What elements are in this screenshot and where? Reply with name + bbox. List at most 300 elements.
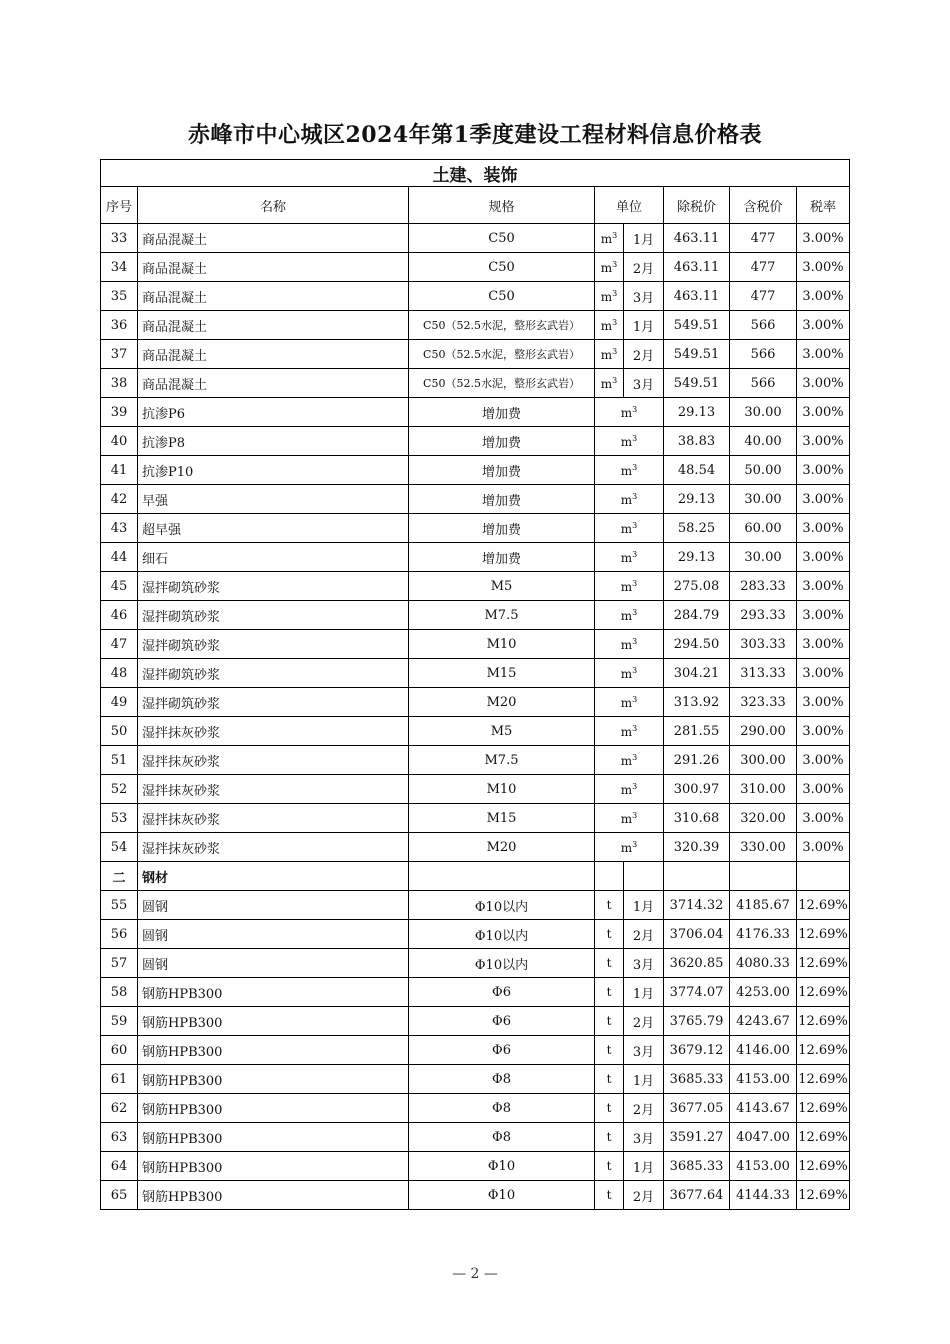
price-excl-tax: 3677.64 bbox=[664, 1181, 730, 1210]
table-row bbox=[101, 311, 850, 340]
material-name: 湿拌抹灰砂浆 bbox=[138, 717, 409, 746]
unit-cell bbox=[595, 572, 664, 601]
price-incl-tax: 4176.33 bbox=[730, 920, 797, 949]
month-cell: 2月 bbox=[624, 1094, 664, 1123]
price-incl-tax: 4144.33 bbox=[730, 1181, 797, 1210]
table-row bbox=[101, 340, 850, 369]
tax-rate: 12.69% bbox=[797, 920, 850, 949]
material-spec: M10 bbox=[409, 775, 595, 804]
price-excl-tax: 3685.33 bbox=[664, 1152, 730, 1181]
material-spec: Φ8 bbox=[409, 1094, 595, 1123]
header-name: 名称 bbox=[138, 187, 409, 224]
price-excl-tax: 300.97 bbox=[664, 775, 730, 804]
group-row bbox=[101, 862, 850, 891]
unit-exponent: 3 bbox=[632, 781, 638, 791]
tax-rate: 3.00% bbox=[797, 572, 850, 601]
price-incl-tax: 566 bbox=[730, 340, 797, 369]
table-row bbox=[101, 978, 850, 1007]
tax-rate: 3.00% bbox=[797, 717, 850, 746]
material-spec: C50（52.5水泥，整形玄武岩） bbox=[409, 369, 595, 398]
month-cell: 1月 bbox=[624, 224, 664, 253]
tax-rate: 3.00% bbox=[797, 775, 850, 804]
tax-rate: 12.69% bbox=[797, 1152, 850, 1181]
table-row bbox=[101, 398, 850, 427]
material-spec: M5 bbox=[409, 572, 595, 601]
row-number: 46 bbox=[101, 601, 138, 630]
tax-rate: 3.00% bbox=[797, 311, 850, 340]
table-row bbox=[101, 1152, 850, 1181]
price-incl-tax: 320.00 bbox=[730, 804, 797, 833]
unit-exponent: 3 bbox=[632, 839, 638, 849]
material-spec: 增加费 bbox=[409, 456, 595, 485]
material-spec: C50（52.5水泥，整形玄武岩） bbox=[409, 311, 595, 340]
unit-symbol: m bbox=[600, 260, 613, 275]
table-row bbox=[101, 427, 850, 456]
table-row bbox=[101, 514, 850, 543]
table-row bbox=[101, 572, 850, 601]
material-name: 圆钢 bbox=[138, 891, 409, 920]
price-incl-tax: 330.00 bbox=[730, 833, 797, 862]
tax-rate: 3.00% bbox=[797, 746, 850, 775]
material-name: 湿拌砌筑砂浆 bbox=[138, 601, 409, 630]
price-excl-tax: 281.55 bbox=[664, 717, 730, 746]
tax-rate: 12.69% bbox=[797, 1181, 850, 1210]
tax-rate: 3.00% bbox=[797, 485, 850, 514]
unit-symbol: t bbox=[606, 1072, 612, 1086]
tax-rate: 12.69% bbox=[797, 1007, 850, 1036]
tax-rate: 3.00% bbox=[797, 659, 850, 688]
row-number: 43 bbox=[101, 514, 138, 543]
row-number: 55 bbox=[101, 891, 138, 920]
material-spec: C50 bbox=[409, 224, 595, 253]
unit-cell bbox=[595, 1123, 624, 1152]
unit-symbol: m bbox=[620, 434, 633, 449]
price-incl-tax: 30.00 bbox=[730, 398, 797, 427]
material-spec: C50（52.5水泥，整形玄武岩） bbox=[409, 340, 595, 369]
price-excl-tax: 29.13 bbox=[664, 485, 730, 514]
material-spec: M10 bbox=[409, 630, 595, 659]
price-incl-tax: 477 bbox=[730, 224, 797, 253]
tax-rate: 3.00% bbox=[797, 601, 850, 630]
unit-exponent: 3 bbox=[612, 230, 618, 240]
unit-symbol: m bbox=[620, 724, 633, 739]
unit-symbol: m bbox=[620, 840, 633, 855]
tax-rate: 3.00% bbox=[797, 369, 850, 398]
material-spec: 增加费 bbox=[409, 543, 595, 572]
unit-cell bbox=[595, 891, 624, 920]
table-row bbox=[101, 1065, 850, 1094]
material-spec: Φ6 bbox=[409, 978, 595, 1007]
month-cell: 2月 bbox=[624, 253, 664, 282]
material-name: 钢筋HPB300 bbox=[138, 1094, 409, 1123]
material-spec: Φ10以内 bbox=[409, 949, 595, 978]
table-row bbox=[101, 920, 850, 949]
header-tax: 税率 bbox=[797, 187, 850, 224]
material-spec: 增加费 bbox=[409, 485, 595, 514]
material-name: 商品混凝土 bbox=[138, 253, 409, 282]
unit-cell bbox=[595, 340, 624, 369]
table-row bbox=[101, 833, 850, 862]
unit-symbol: t bbox=[606, 927, 612, 941]
material-spec: M5 bbox=[409, 717, 595, 746]
unit-exponent: 3 bbox=[632, 723, 638, 733]
unit-exponent: 3 bbox=[612, 259, 618, 269]
price-excl-tax: 38.83 bbox=[664, 427, 730, 456]
row-number: 57 bbox=[101, 949, 138, 978]
material-name: 圆钢 bbox=[138, 949, 409, 978]
unit-cell bbox=[595, 717, 664, 746]
price-excl-tax: 3620.85 bbox=[664, 949, 730, 978]
row-number: 48 bbox=[101, 659, 138, 688]
price-excl-tax: 48.54 bbox=[664, 456, 730, 485]
unit-exponent: 3 bbox=[612, 288, 618, 298]
material-name: 湿拌抹灰砂浆 bbox=[138, 746, 409, 775]
price-incl-tax: 4243.67 bbox=[730, 1007, 797, 1036]
price-excl-tax: 549.51 bbox=[664, 369, 730, 398]
material-name: 湿拌抹灰砂浆 bbox=[138, 833, 409, 862]
table-row bbox=[101, 485, 850, 514]
price-incl-tax: 4080.33 bbox=[730, 949, 797, 978]
price-excl-tax: 3591.27 bbox=[664, 1123, 730, 1152]
material-name: 商品混凝土 bbox=[138, 282, 409, 311]
unit-cell bbox=[595, 398, 664, 427]
price-excl-tax: 3774.07 bbox=[664, 978, 730, 1007]
material-name: 钢筋HPB300 bbox=[138, 978, 409, 1007]
unit-exponent: 3 bbox=[632, 607, 638, 617]
material-name: 钢筋HPB300 bbox=[138, 1036, 409, 1065]
unit-exponent: 3 bbox=[632, 810, 638, 820]
row-number: 36 bbox=[101, 311, 138, 340]
header-price-ex: 除税价 bbox=[664, 187, 730, 224]
price-excl-tax: 3765.79 bbox=[664, 1007, 730, 1036]
tax-rate: 3.00% bbox=[797, 398, 850, 427]
tax-rate: 12.69% bbox=[797, 1123, 850, 1152]
material-name: 商品混凝土 bbox=[138, 224, 409, 253]
row-number: 53 bbox=[101, 804, 138, 833]
price-incl-tax: 477 bbox=[730, 282, 797, 311]
row-number: 52 bbox=[101, 775, 138, 804]
material-name: 湿拌砌筑砂浆 bbox=[138, 572, 409, 601]
unit-symbol: m bbox=[620, 782, 633, 797]
unit-cell bbox=[595, 514, 664, 543]
table-row bbox=[101, 1181, 850, 1210]
unit-symbol: m bbox=[600, 347, 613, 362]
unit-symbol: m bbox=[620, 811, 633, 826]
unit-cell bbox=[595, 688, 664, 717]
unit-symbol: m bbox=[620, 405, 633, 420]
material-spec: 增加费 bbox=[409, 427, 595, 456]
row-number: 58 bbox=[101, 978, 138, 1007]
price-incl-tax: 477 bbox=[730, 253, 797, 282]
price-excl-tax: 3685.33 bbox=[664, 1065, 730, 1094]
month-cell: 2月 bbox=[624, 340, 664, 369]
month-cell: 3月 bbox=[624, 1036, 664, 1065]
tax-rate: 3.00% bbox=[797, 224, 850, 253]
price-excl-tax: 3706.04 bbox=[664, 920, 730, 949]
unit-symbol: m bbox=[600, 318, 613, 333]
material-spec: Φ10以内 bbox=[409, 891, 595, 920]
price-incl-tax: 30.00 bbox=[730, 485, 797, 514]
material-spec: Φ8 bbox=[409, 1123, 595, 1152]
unit-symbol: t bbox=[606, 1043, 612, 1057]
material-name: 抗渗P6 bbox=[138, 398, 409, 427]
month-cell: 2月 bbox=[624, 1007, 664, 1036]
material-name: 商品混凝土 bbox=[138, 369, 409, 398]
unit-cell bbox=[595, 1181, 624, 1210]
price-excl-tax: 463.11 bbox=[664, 224, 730, 253]
price-incl-tax: 50.00 bbox=[730, 456, 797, 485]
material-name: 钢筋HPB300 bbox=[138, 1152, 409, 1181]
table-row bbox=[101, 1007, 850, 1036]
row-number: 42 bbox=[101, 485, 138, 514]
tax-rate: 3.00% bbox=[797, 630, 850, 659]
tax-rate: 3.00% bbox=[797, 253, 850, 282]
table-row bbox=[101, 630, 850, 659]
unit-cell bbox=[595, 775, 664, 804]
section-title: 土建、装饰 bbox=[101, 160, 850, 187]
price-incl-tax: 313.33 bbox=[730, 659, 797, 688]
tax-rate: 3.00% bbox=[797, 340, 850, 369]
material-name: 商品混凝土 bbox=[138, 311, 409, 340]
price-excl-tax: 3714.32 bbox=[664, 891, 730, 920]
row-number: 44 bbox=[101, 543, 138, 572]
table-row bbox=[101, 1123, 850, 1152]
price-excl-tax: 58.25 bbox=[664, 514, 730, 543]
unit-symbol: m bbox=[620, 753, 633, 768]
empty-cell bbox=[595, 862, 624, 891]
empty-cell bbox=[730, 862, 797, 891]
material-name: 湿拌砌筑砂浆 bbox=[138, 688, 409, 717]
unit-exponent: 3 bbox=[632, 549, 638, 559]
row-number: 40 bbox=[101, 427, 138, 456]
unit-symbol: m bbox=[600, 289, 613, 304]
unit-cell bbox=[595, 311, 624, 340]
unit-exponent: 3 bbox=[632, 665, 638, 675]
table-row bbox=[101, 1036, 850, 1065]
unit-cell bbox=[595, 543, 664, 572]
price-excl-tax: 310.68 bbox=[664, 804, 730, 833]
material-spec: Φ10以内 bbox=[409, 920, 595, 949]
tax-rate: 3.00% bbox=[797, 833, 850, 862]
row-number: 50 bbox=[101, 717, 138, 746]
unit-symbol: m bbox=[600, 376, 613, 391]
unit-cell bbox=[595, 427, 664, 456]
tax-rate: 3.00% bbox=[797, 456, 850, 485]
row-number: 38 bbox=[101, 369, 138, 398]
material-name: 钢筋HPB300 bbox=[138, 1007, 409, 1036]
unit-symbol: m bbox=[620, 521, 633, 536]
material-spec: Φ8 bbox=[409, 1065, 595, 1094]
month-cell: 1月 bbox=[624, 311, 664, 340]
row-number: 63 bbox=[101, 1123, 138, 1152]
month-cell: 3月 bbox=[624, 1123, 664, 1152]
table-row bbox=[101, 543, 850, 572]
month-cell: 3月 bbox=[624, 949, 664, 978]
unit-cell bbox=[595, 224, 624, 253]
price-excl-tax: 294.50 bbox=[664, 630, 730, 659]
price-excl-tax: 275.08 bbox=[664, 572, 730, 601]
material-name: 超早强 bbox=[138, 514, 409, 543]
material-name: 圆钢 bbox=[138, 920, 409, 949]
material-name: 钢筋HPB300 bbox=[138, 1181, 409, 1210]
unit-symbol: m bbox=[600, 231, 613, 246]
unit-exponent: 3 bbox=[632, 433, 638, 443]
unit-cell bbox=[595, 630, 664, 659]
table-row bbox=[101, 253, 850, 282]
unit-symbol: t bbox=[606, 1130, 612, 1144]
material-name: 抗渗P8 bbox=[138, 427, 409, 456]
tax-rate: 12.69% bbox=[797, 1094, 850, 1123]
price-excl-tax: 29.13 bbox=[664, 398, 730, 427]
header-unit: 单位 bbox=[595, 187, 664, 224]
material-spec: M15 bbox=[409, 804, 595, 833]
unit-exponent: 3 bbox=[632, 636, 638, 646]
price-incl-tax: 303.33 bbox=[730, 630, 797, 659]
price-incl-tax: 4253.00 bbox=[730, 978, 797, 1007]
table-row bbox=[101, 717, 850, 746]
tax-rate: 12.69% bbox=[797, 1065, 850, 1094]
table-row bbox=[101, 775, 850, 804]
unit-symbol: t bbox=[606, 985, 612, 999]
tax-rate: 12.69% bbox=[797, 1036, 850, 1065]
price-incl-tax: 60.00 bbox=[730, 514, 797, 543]
material-name: 商品混凝土 bbox=[138, 340, 409, 369]
tax-rate: 12.69% bbox=[797, 978, 850, 1007]
unit-exponent: 3 bbox=[632, 462, 638, 472]
tax-rate: 3.00% bbox=[797, 282, 850, 311]
table-row bbox=[101, 891, 850, 920]
price-excl-tax: 29.13 bbox=[664, 543, 730, 572]
tax-rate: 3.00% bbox=[797, 804, 850, 833]
unit-symbol: t bbox=[606, 1014, 612, 1028]
price-table bbox=[100, 159, 850, 1210]
material-spec: M7.5 bbox=[409, 746, 595, 775]
price-excl-tax: 304.21 bbox=[664, 659, 730, 688]
row-number: 51 bbox=[101, 746, 138, 775]
row-number: 59 bbox=[101, 1007, 138, 1036]
unit-cell bbox=[595, 949, 624, 978]
month-cell: 1月 bbox=[624, 891, 664, 920]
price-incl-tax: 283.33 bbox=[730, 572, 797, 601]
row-number: 37 bbox=[101, 340, 138, 369]
row-number: 47 bbox=[101, 630, 138, 659]
row-number: 61 bbox=[101, 1065, 138, 1094]
table-row bbox=[101, 282, 850, 311]
page-number: — 2 — bbox=[452, 1266, 498, 1282]
unit-symbol: m bbox=[620, 579, 633, 594]
table-row bbox=[101, 659, 850, 688]
price-incl-tax: 300.00 bbox=[730, 746, 797, 775]
material-spec: C50 bbox=[409, 282, 595, 311]
table-row bbox=[101, 456, 850, 485]
material-spec: Φ6 bbox=[409, 1007, 595, 1036]
material-spec: Φ6 bbox=[409, 1036, 595, 1065]
row-number: 56 bbox=[101, 920, 138, 949]
unit-cell bbox=[595, 369, 624, 398]
unit-symbol: t bbox=[606, 1188, 612, 1202]
price-excl-tax: 320.39 bbox=[664, 833, 730, 862]
material-spec: C50 bbox=[409, 253, 595, 282]
table-row bbox=[101, 746, 850, 775]
material-name: 湿拌砌筑砂浆 bbox=[138, 659, 409, 688]
header-spec: 规格 bbox=[409, 187, 595, 224]
unit-exponent: 3 bbox=[632, 694, 638, 704]
unit-symbol: m bbox=[620, 463, 633, 478]
row-number: 39 bbox=[101, 398, 138, 427]
unit-cell bbox=[595, 253, 624, 282]
row-number: 41 bbox=[101, 456, 138, 485]
material-spec: Φ10 bbox=[409, 1181, 595, 1210]
unit-cell bbox=[595, 282, 624, 311]
material-name: 早强 bbox=[138, 485, 409, 514]
price-incl-tax: 40.00 bbox=[730, 427, 797, 456]
group-name: 钢材 bbox=[138, 862, 409, 891]
material-spec: 增加费 bbox=[409, 398, 595, 427]
empty-cell bbox=[797, 862, 850, 891]
material-spec: M15 bbox=[409, 659, 595, 688]
table-row bbox=[101, 1094, 850, 1123]
month-cell: 2月 bbox=[624, 920, 664, 949]
unit-cell bbox=[595, 659, 664, 688]
header-seq: 序号 bbox=[101, 187, 138, 224]
unit-exponent: 3 bbox=[632, 578, 638, 588]
price-incl-tax: 4047.00 bbox=[730, 1123, 797, 1152]
unit-cell bbox=[595, 1007, 624, 1036]
price-incl-tax: 4146.00 bbox=[730, 1036, 797, 1065]
price-incl-tax: 4153.00 bbox=[730, 1065, 797, 1094]
row-number: 34 bbox=[101, 253, 138, 282]
table-row bbox=[101, 688, 850, 717]
price-incl-tax: 4143.67 bbox=[730, 1094, 797, 1123]
empty-cell bbox=[664, 862, 730, 891]
table-row bbox=[101, 224, 850, 253]
material-name: 细石 bbox=[138, 543, 409, 572]
price-excl-tax: 549.51 bbox=[664, 311, 730, 340]
material-name: 钢筋HPB300 bbox=[138, 1123, 409, 1152]
month-cell: 1月 bbox=[624, 978, 664, 1007]
price-incl-tax: 4153.00 bbox=[730, 1152, 797, 1181]
month-cell: 1月 bbox=[624, 1152, 664, 1181]
unit-symbol: t bbox=[606, 1101, 612, 1115]
row-number: 49 bbox=[101, 688, 138, 717]
unit-cell bbox=[595, 1094, 624, 1123]
unit-cell bbox=[595, 601, 664, 630]
material-spec: M20 bbox=[409, 833, 595, 862]
unit-symbol: t bbox=[606, 898, 612, 912]
month-cell: 3月 bbox=[624, 369, 664, 398]
empty-cell bbox=[409, 862, 595, 891]
price-excl-tax: 284.79 bbox=[664, 601, 730, 630]
unit-exponent: 3 bbox=[632, 752, 638, 762]
row-number: 35 bbox=[101, 282, 138, 311]
unit-cell bbox=[595, 804, 664, 833]
unit-symbol: m bbox=[620, 608, 633, 623]
price-incl-tax: 566 bbox=[730, 369, 797, 398]
month-cell: 1月 bbox=[624, 1065, 664, 1094]
price-incl-tax: 310.00 bbox=[730, 775, 797, 804]
header-price-in: 含税价 bbox=[730, 187, 797, 224]
material-name: 钢筋HPB300 bbox=[138, 1065, 409, 1094]
row-number: 65 bbox=[101, 1181, 138, 1210]
price-incl-tax: 290.00 bbox=[730, 717, 797, 746]
unit-symbol: m bbox=[620, 637, 633, 652]
tax-rate: 12.69% bbox=[797, 949, 850, 978]
unit-exponent: 3 bbox=[612, 346, 618, 356]
material-name: 湿拌抹灰砂浆 bbox=[138, 804, 409, 833]
price-excl-tax: 313.92 bbox=[664, 688, 730, 717]
row-number: 54 bbox=[101, 833, 138, 862]
row-number: 62 bbox=[101, 1094, 138, 1123]
